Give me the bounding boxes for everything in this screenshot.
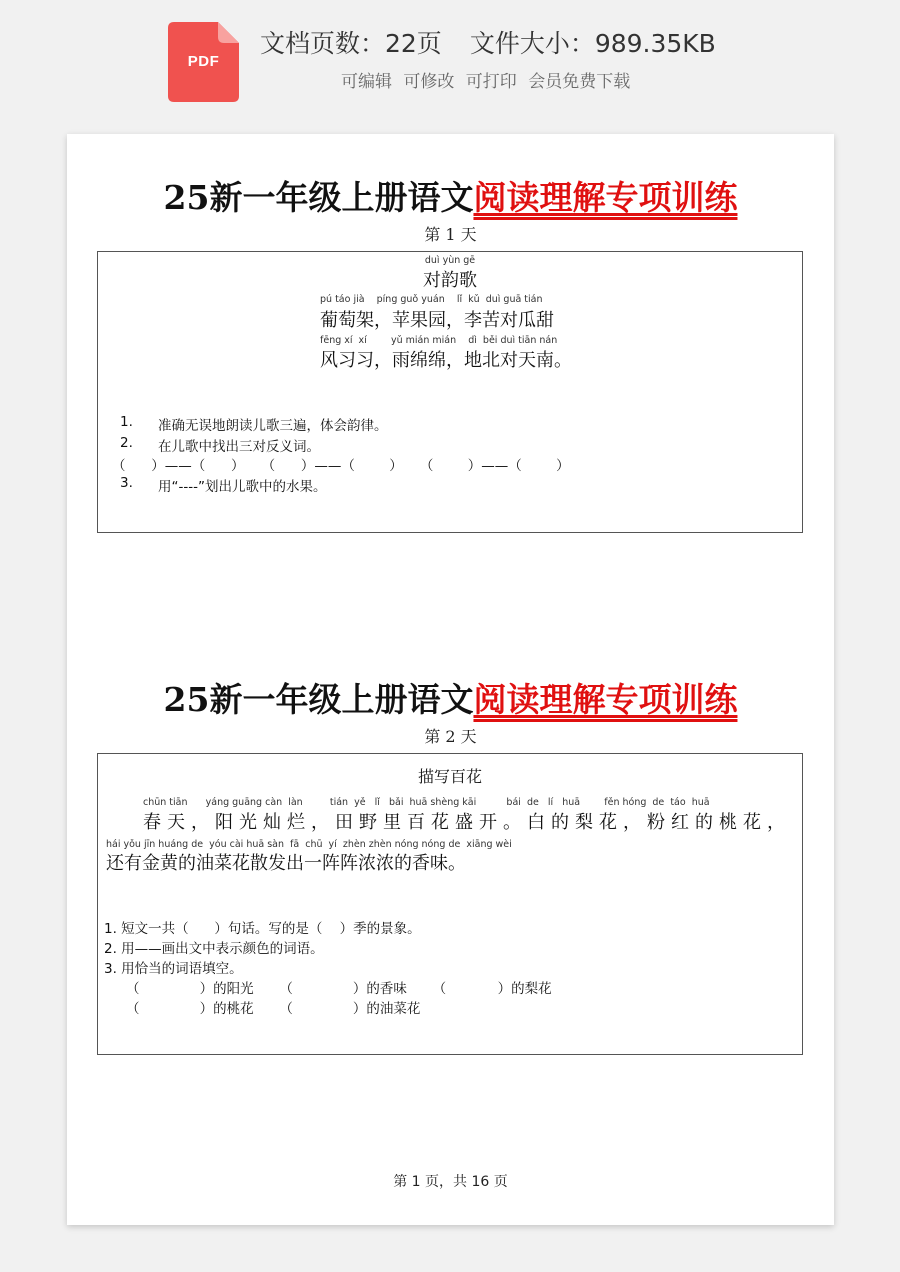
page-footer: 第 1 页，共 16 页 <box>393 1174 508 1190</box>
passage-line1-pinyin: chūn tiān yáng guāng càn làn tián yě lǐ bǎi huā shèng kāi bái de lí huā fěn hóng de táo huā <box>143 797 710 808</box>
poem-line1: 葡萄架，苹果园，李苦对瓜甜 <box>320 310 554 331</box>
q2-text: 在儿歌中找出三对反义词。 <box>158 439 320 455</box>
l2-q3-row1: （ ）的阳光 （ ）的香味 （ ）的梨花 <box>126 981 552 997</box>
document-meta <box>260 24 716 60</box>
q3-number: 3. <box>120 475 133 491</box>
passage-title: 描写百花 <box>417 767 482 786</box>
poem-line1-pinyin: pú táo jià píng guǒ yuán lǐ kǔ duì guā tián <box>320 294 543 305</box>
lesson2-title-black: 25新一年级上册语文 <box>163 680 474 719</box>
q1-text: 准确无误地朗读儿歌三遍，体会韵律。 <box>158 418 388 434</box>
lesson2-box <box>97 753 803 1055</box>
lesson1-box <box>97 251 803 533</box>
lesson1-title <box>67 172 834 219</box>
passage-line1: 春天，阳光灿烂，田野里百花盛开。白的梨花，粉红的桃花， <box>143 812 791 833</box>
lesson2-day: 第 2 天 <box>424 727 477 746</box>
q2-number: 2. <box>120 435 133 451</box>
lesson2-title <box>67 674 834 721</box>
lesson1-day: 第 1 天 <box>424 225 477 244</box>
q2-answer-blanks: （ ）——（ ） （ ）——（ ） （ ）——（ ） <box>112 458 570 474</box>
document-features: 可编辑 可修改 可打印 会员免费下载 <box>341 72 631 92</box>
poem-title-pinyin: duì yùn gē <box>424 255 476 266</box>
poem-line2-pinyin: fēng xí xí yǔ mián mián dì běi duì tiān nán <box>320 335 558 346</box>
poem-line2: 风习习，雨绵绵，地北对天南。 <box>320 350 572 371</box>
lesson1-title-black: 25新一年级上册语文 <box>163 178 474 217</box>
lesson2-title-red: 阅读理解专项训练 <box>473 680 738 719</box>
l2-q3: 3. 用恰当的词语填空。 <box>104 961 243 977</box>
l2-q3-row2: （ ）的桃花 （ ）的油菜花 <box>126 1001 421 1017</box>
lesson1-title-red: 阅读理解专项训练 <box>473 178 738 217</box>
l2-q1: 1. 短文一共（ ）句话。写的是（ ）季的景象。 <box>104 921 421 937</box>
q1-number: 1. <box>120 414 133 430</box>
poem-title: 对韵歌 <box>423 270 477 291</box>
pdf-label: PDF <box>187 53 220 70</box>
l2-q2: 2. 用——画出文中表示颜色的词语。 <box>104 941 324 957</box>
passage-line2: 还有金黄的油菜花散发出一阵阵浓浓的香味。 <box>106 853 466 874</box>
page-count: 文档页数：22页 <box>260 29 442 58</box>
file-size: 文件大小：989.35KB <box>469 29 716 58</box>
q3-text: 用“----”划出儿歌中的水果。 <box>158 479 327 495</box>
passage-line2-pinyin: hái yǒu jīn huáng de yóu cài huā sàn fā chū yí zhèn zhèn nóng nóng de xiāng wèi <box>106 839 512 850</box>
pdf-file-icon <box>168 22 239 102</box>
document-page <box>67 134 834 1225</box>
